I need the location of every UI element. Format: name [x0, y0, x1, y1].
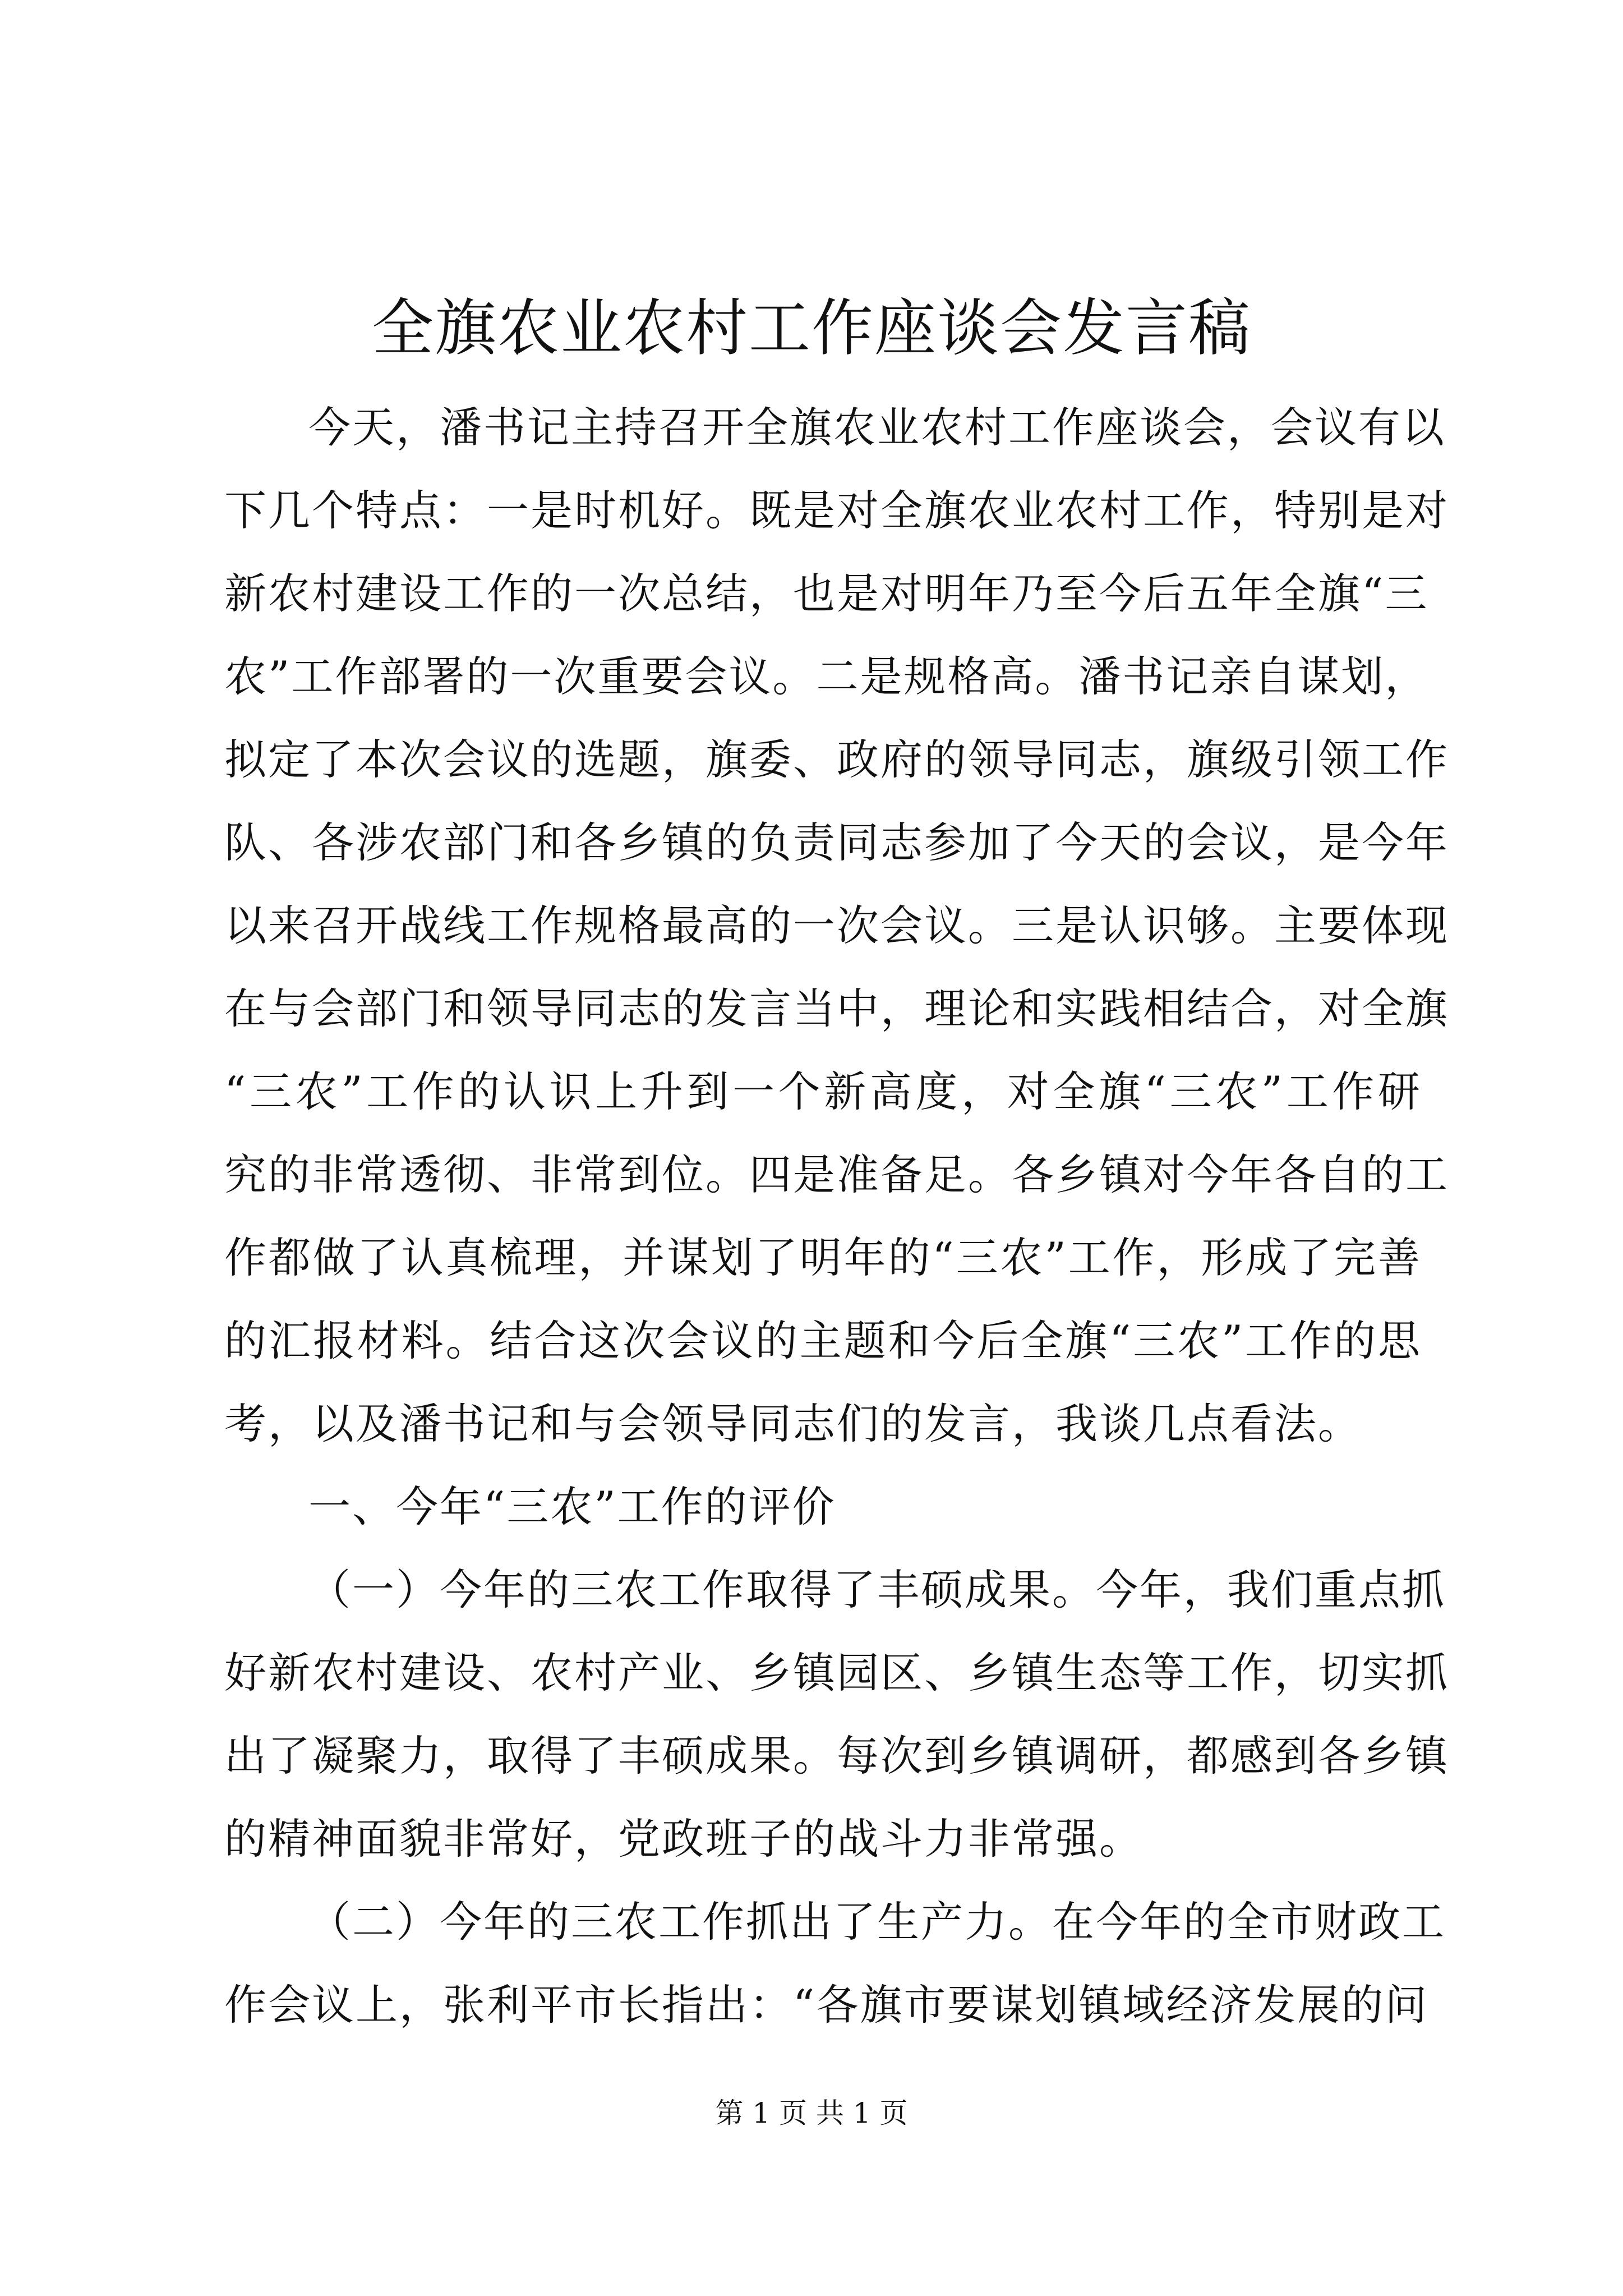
paragraph-line: 的精神面貌非常好，党政班子的战斗力非常强。	[224, 1814, 1144, 1864]
paragraph-line: 的汇报材料。结合这次会议的主题和今后全旗“三农”工作的思	[224, 1316, 1422, 1365]
paragraph-line: 究的非常透彻、非常到位。四是准备足。各乡镇对今年各自的工	[224, 1150, 1450, 1199]
paragraph-line: 下几个特点：一是时机好。既是对全旗农业农村工作，特别是对	[224, 486, 1450, 535]
paragraph-line: 作都做了认真梳理，并谋划了明年的“三农”工作，形成了完善	[224, 1233, 1422, 1282]
document-title: 全旗农业农村工作座谈会发言稿	[372, 292, 1251, 364]
paragraph-line: 出了凝聚力，取得了丰硕成果。每次到乡镇调研，都感到各乡镇	[224, 1731, 1450, 1780]
paragraph-line: 以来召开战线工作规格最高的一次会议。三是认识够。主要体现	[224, 901, 1450, 950]
paragraph-line: 作会议上，张利平市长指出：“各旗市要谋划镇域经济发展的问	[224, 1980, 1429, 2030]
paragraph-line: 好新农村建设、农村产业、乡镇园区、乡镇生态等工作，切实抓	[224, 1648, 1450, 1697]
paragraph-line: （二）今年的三农工作抓出了生产力。在今年的全市财政工	[308, 1897, 1446, 1947]
paragraph-line: 在与会部门和领导同志的发言当中，理论和实践相结合，对全旗	[224, 984, 1450, 1033]
paragraph-line: 队、各涉农部门和各乡镇的负责同志参加了今天的会议，是今年	[224, 818, 1450, 867]
paragraph-line: “三农”工作的认识上升到一个新高度，对全旗“三农”工作研	[224, 1067, 1422, 1116]
paragraph-line: 今天，潘书记主持召开全旗农业农村工作座谈会，会议有以	[308, 403, 1446, 452]
paragraph-line: 拟定了本次会议的选题，旗委、政府的领导同志，旗级引领工作	[224, 735, 1450, 784]
paragraph-line: 农”工作部署的一次重要会议。二是规格高。潘书记亲自谋划，	[224, 652, 1429, 701]
page-footer: 第 1 页 共 1 页	[715, 2097, 908, 2129]
paragraph-line: 考，以及潘书记和与会领导同志们的发言，我谈几点看法。	[224, 1399, 1362, 1448]
paragraph-line: （一）今年的三农工作取得了丰硕成果。今年，我们重点抓	[308, 1565, 1446, 1614]
section-heading: 一、今年“三农”工作的评价	[308, 1482, 836, 1531]
document-body	[224, 386, 1450, 2046]
paragraph-line: 新农村建设工作的一次总结，也是对明年乃至今后五年全旗“三	[224, 569, 1429, 618]
